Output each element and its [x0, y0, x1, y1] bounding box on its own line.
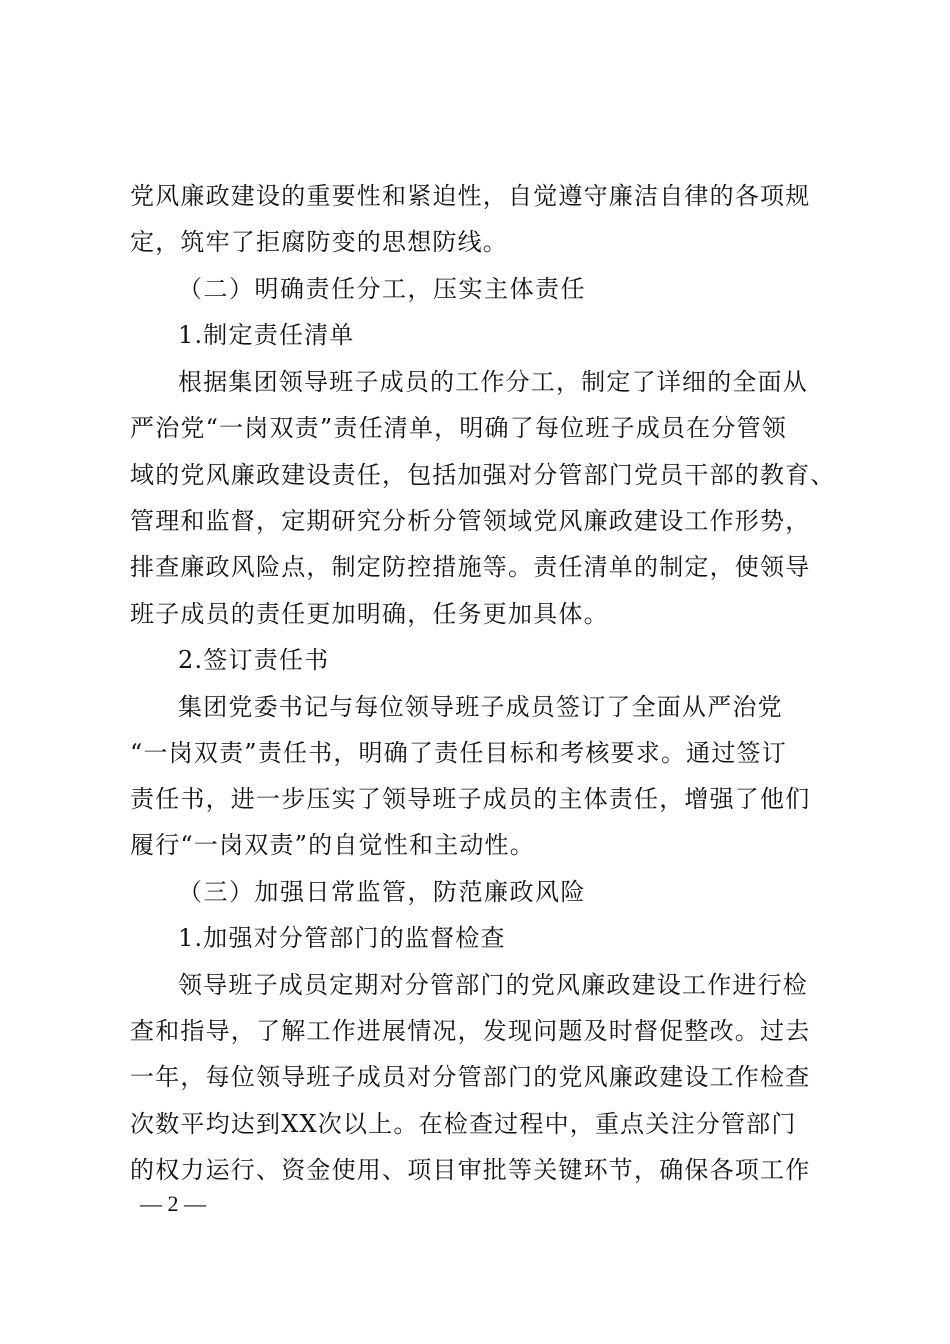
page-number: — 2 — — [140, 1191, 206, 1216]
body-text-line: 次数平均达到XX次以上。在检查过程中，重点关注分管部门 — [130, 1110, 797, 1138]
body-text-line: 领导班子成员定期对分管部门的党风廉政建设工作进行检 — [178, 971, 808, 999]
body-text-line: 集团党委书记与每位领导班子成员签订了全面从严治党 — [178, 693, 783, 721]
body-text-line: 严治党“一岗双责”责任清单，明确了每位班子成员在分管领 — [130, 414, 787, 442]
body-text-line: 定，筑牢了拒腐防变的思想防线。 — [130, 228, 508, 256]
body-text-line: 排查廉政风险点，制定防控措施等。责任清单的制定，使领导 — [130, 553, 811, 581]
section-heading: （三）加强日常监管，防范廉政风险 — [178, 878, 586, 906]
subsection-heading: 1.制定责任清单 — [178, 321, 355, 349]
body-text-line: 履行“一岗双责”的自觉性和主动性。 — [130, 831, 535, 859]
body-text-line: 根据集团领导班子成员的工作分工，制定了详细的全面从 — [178, 368, 808, 396]
subsection-heading: 2.签订责任书 — [178, 646, 330, 674]
subsection-heading: 1.加强对分管部门的监督检查 — [178, 924, 506, 952]
body-text-line: 一年，每位领导班子成员对分管部门的党风廉政建设工作检查 — [130, 1063, 811, 1091]
body-text-line: 责任书，进一步压实了领导班子成员的主体责任，增强了他们 — [130, 785, 811, 813]
body-text-line: 管理和监督，定期研究分析分管领域党风廉政建设工作形势， — [130, 507, 811, 535]
body-text-line: 班子成员的责任更加明确，任务更加具体。 — [130, 600, 609, 628]
body-text-line: 的权力运行、资金使用、项目审批等关键环节，确保各项工作 — [130, 1156, 811, 1184]
section-heading: （二）明确责任分工，压实主体责任 — [178, 275, 586, 303]
body-text-line: 党风廉政建设的重要性和紧迫性，自觉遵守廉洁自律的各项规 — [130, 182, 811, 210]
body-text-line: 查和指导，了解工作进展情况，发现问题及时督促整改。过去 — [130, 1017, 811, 1045]
body-text-line: “一岗双责”责任书，明确了责任目标和考核要求。通过签订 — [130, 739, 787, 767]
body-text-line: 域的党风廉政建设责任，包括加强对分管部门党员干部的教育、 — [130, 461, 836, 489]
